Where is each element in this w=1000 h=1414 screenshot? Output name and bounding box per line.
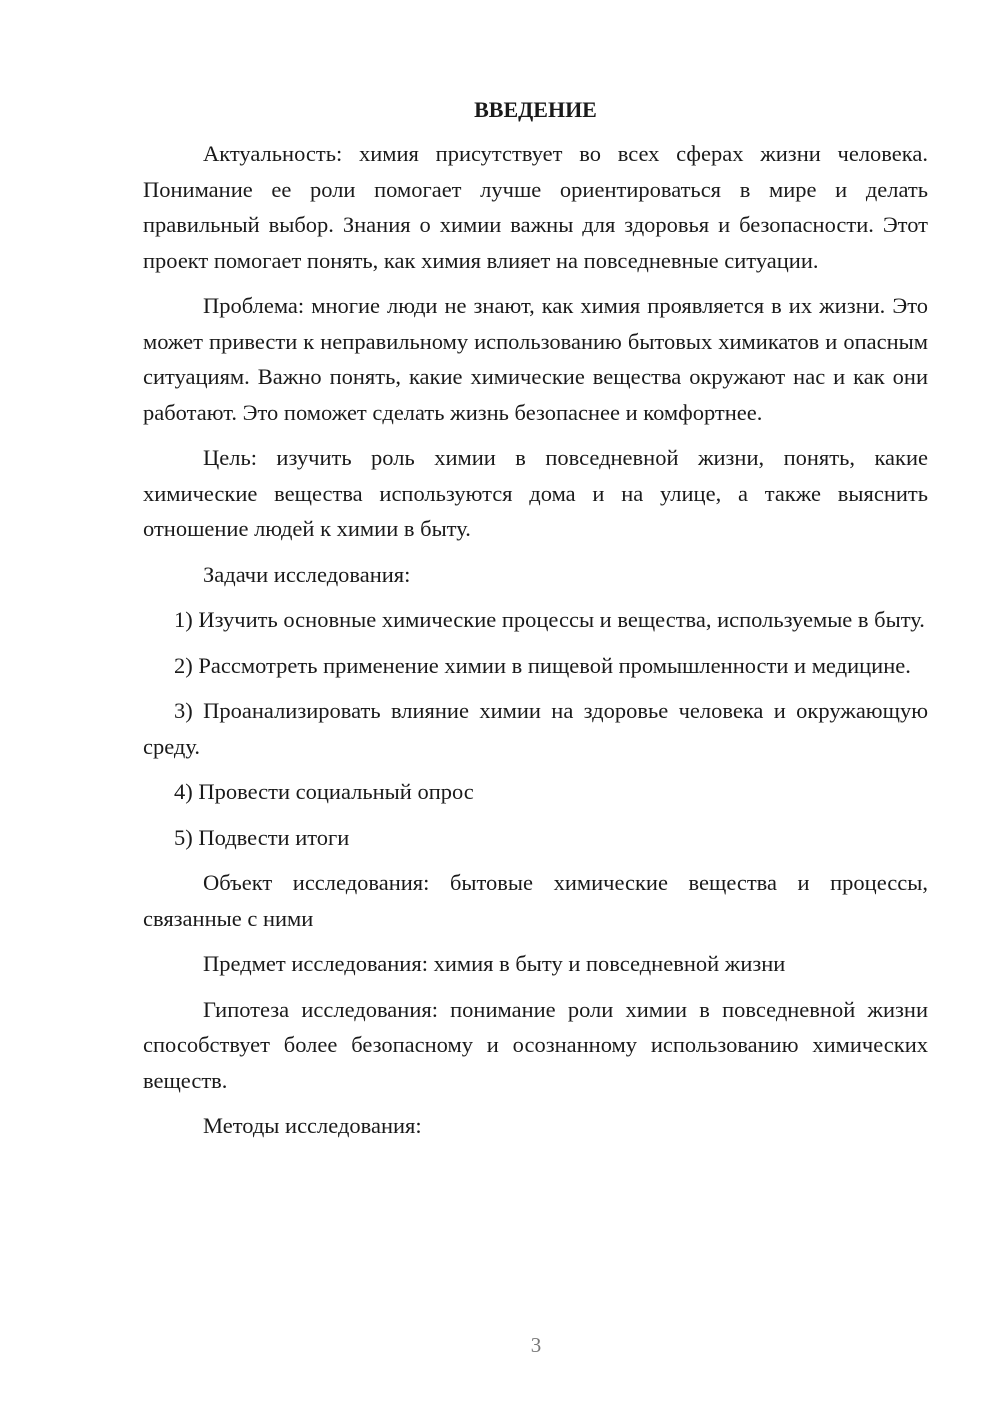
page-number: 3 <box>530 1333 542 1357</box>
task-item-3: 3) Проанализировать влияние химии на здоровье человека и окружающую среду. <box>143 698 928 759</box>
hypothesis-paragraph: Гипотеза исследования: понимание роли химии в повседневной жизни способствует более безопасному и осознанному использованию химических веществ. <box>143 996 928 1093</box>
task-item-5: 5) Подвести итоги <box>174 824 350 850</box>
tasks-heading: Задачи исследования: <box>203 561 411 587</box>
task-item-1: 1) Изучить основные химические процессы и вещества, используемые в быту. <box>174 607 925 632</box>
task-item-2: 2) Рассмотреть применение химии в пищевой промышленности и медицине. <box>174 652 911 678</box>
subject-paragraph: Предмет исследования: химия в быту и повседневной жизни <box>203 951 786 976</box>
methods-heading: Методы исследования: <box>203 1113 422 1138</box>
object-paragraph: Объект исследования: бытовые химические вещества и процессы, связанные с ними <box>143 870 928 931</box>
goal-paragraph: Цель: изучить роль химии в повседневной жизни, понять, какие химические вещества используются дома и на улице, а также выяснить отношение людей к химии в быту. <box>143 445 928 541</box>
page-title: ВВЕДЕНИЕ <box>474 97 597 122</box>
task-item-4: 4) Провести социальный опрос <box>174 779 474 804</box>
problem-paragraph: Проблема: многие люди не знают, как химия проявляется в их жизни. Это может привести к неправильному использованию бытовых химикатов и опасным ситуациям. Важно понять, какие химические вещества окружают нас и как они работают. Это поможет сделать жизнь безопаснее и комфортнее. <box>143 293 928 425</box>
page-body <box>143 92 928 1154</box>
relevance-paragraph: Актуальность: химия присутствует во всех сферах жизни человека. Понимание ее роли помогает лучше ориентироваться в мире и делать правильный выбор. Знания о химии важны для здоровья и безопасности. Этот проект помогает понять, как химия влияет на повседневные ситуации. <box>143 141 928 273</box>
